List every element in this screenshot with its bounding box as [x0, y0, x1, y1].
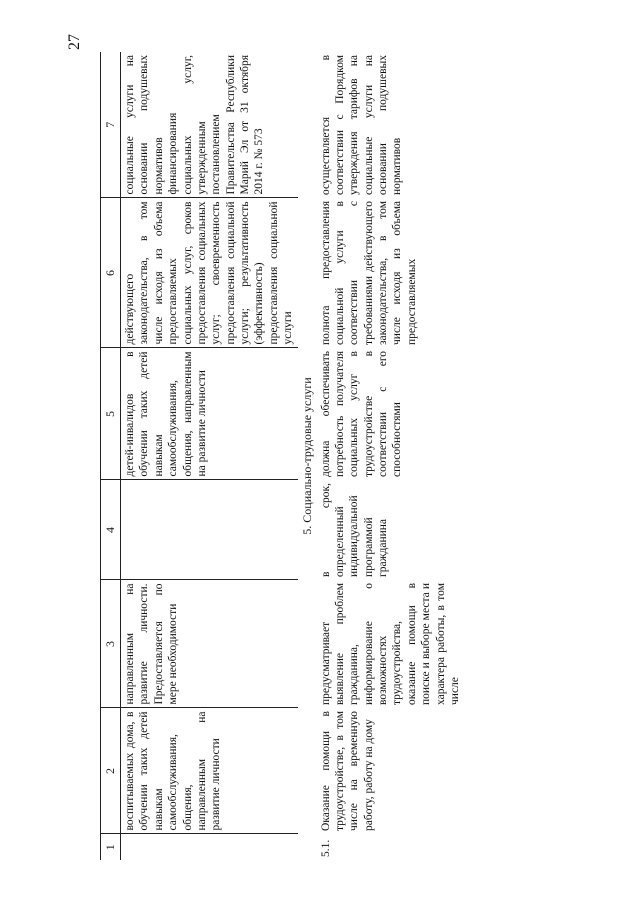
column-header: 5: [101, 348, 121, 480]
section-title-row: [298, 52, 317, 860]
column-header: 2: [101, 708, 121, 834]
table-cell: осуществляется в соответствии с Порядком утверждения тарифов на социальные услуги на основании подушевых нормативов: [319, 55, 404, 195]
table-cell: воспитываемых дома, в обучении таких детей навыкам самообслуживания, общения, направленным на развитие личности: [121, 708, 298, 834]
table-row: [317, 52, 465, 860]
rotated-table-sheet: [100, 40, 620, 860]
column-number-header: [101, 52, 121, 860]
table-row: [121, 52, 298, 860]
column-header: 7: [101, 52, 121, 198]
table-cell: Оказание помощи в трудоустройстве, в том числе на временную работу, работу на дому: [319, 711, 375, 831]
table-cell: детей-инвалидов в обучении таких детей навыкам самообслуживания, общения, направленным на развитие личности: [121, 348, 298, 480]
section-title: 5. Социально-трудовые услуги: [299, 377, 314, 535]
page-number: 27: [66, 34, 83, 50]
table-cell: социальные услуги на основании подушевых нормативов финансирования социальных услуг, утвержденным постановлением Правительства Республики Марий Эл от 31 октября 2014 г. № 573: [121, 52, 298, 198]
table-cell: предусматривает выявление проблем гражданина, информирование о возможностях трудоустройства, оказание помощи в поиске и выборе места и характера работы, в том числе: [319, 583, 461, 705]
table-cell: полнота предоставления социальной услуги в соответствии с требованиями действующего законодательства, в том числе исходя из объема предоставляемых: [319, 201, 418, 345]
table-cell: [121, 480, 298, 580]
table-cell: [121, 834, 298, 860]
services-table: [100, 52, 464, 860]
table-cell: в срок, определенный индивидуальной программой гражданина: [319, 483, 389, 577]
column-header: 1: [101, 834, 121, 860]
table-cell: действующего законодательства, в том числе исходя из объема предоставляемых социальных услуг, сроков предоставления социальных услуг; своевременность предоставления социальной услуги; результативность (эффективность) предоставления социальной услуги: [121, 198, 298, 348]
column-header: 3: [101, 580, 121, 708]
table-cell: направленным на развитие личности. Предоставляется по мере необходимости: [121, 580, 298, 708]
column-header: 6: [101, 198, 121, 348]
row-number: 5.1.: [319, 839, 332, 857]
table-cell: должна обеспечивать потребность получателя социальных услуг в трудоустройстве в соответствии с его способностями: [319, 351, 404, 477]
column-header: 4: [101, 480, 121, 580]
